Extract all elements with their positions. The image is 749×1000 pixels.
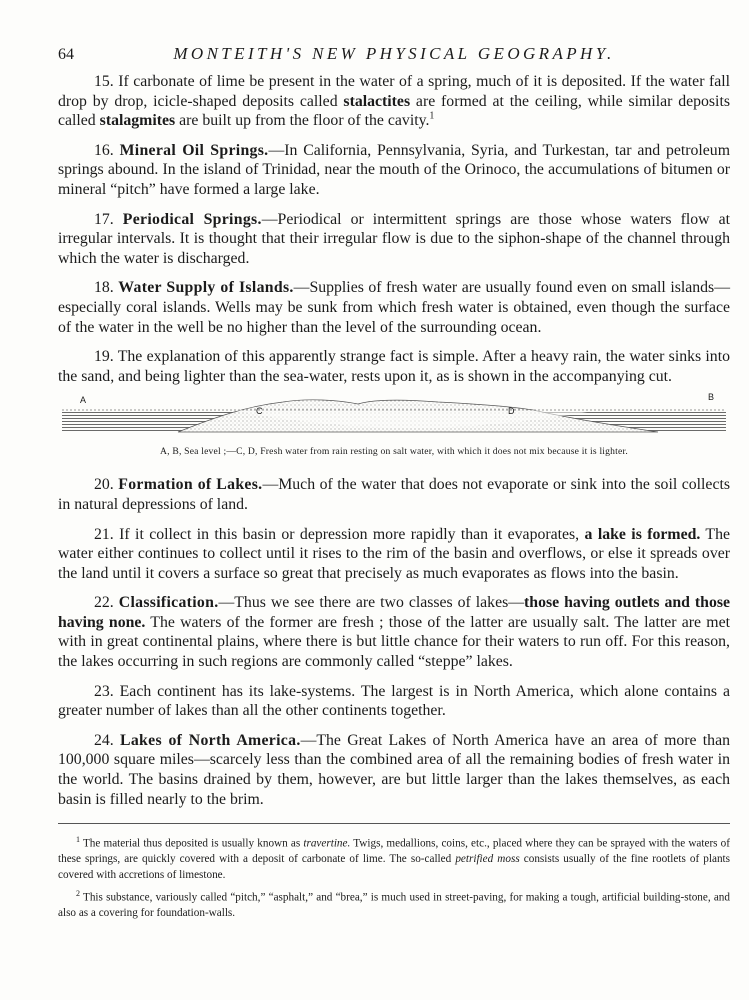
term-stalactites: stalactites: [343, 92, 411, 110]
section-heading: Lakes of North America.: [120, 731, 301, 749]
paragraph-text: If carbonate of lime be present in the water of a spring, much of it is deposited. If the water fall drop by drop, icicle-shaped deposits called: [58, 73, 730, 110]
footnote-2: [58, 886, 730, 922]
page-header: [58, 44, 730, 70]
footnote-mark: 1: [76, 835, 80, 845]
paragraph-text: —Periodical or intermittent springs are those whose waters flow at irregular intervals. It is thought that their irregular flow is due to the siphon-shape of the channel through which the water is discharged.: [58, 210, 730, 267]
term-lake-classes: those having outlets and those having none.: [58, 594, 731, 631]
section-heading: Classification.: [118, 594, 219, 612]
footnote-term: petrified moss: [455, 853, 520, 866]
label-b: B: [708, 392, 715, 403]
paragraph-text: —Thus we see there are two classes of lakes—: [218, 594, 525, 612]
page-number: 64: [58, 46, 74, 63]
section-heading: Mineral Oil Springs.: [119, 141, 269, 159]
footnote-term: travertine.: [303, 837, 351, 850]
label-a: A: [80, 395, 87, 406]
paragraph-number: 18.: [94, 279, 114, 297]
paragraph-24: [58, 731, 730, 809]
paragraph-text: —In California, Pennsylvania, Syria, and Turkestan, tar and petroleum springs abound. In the island of Trinidad, near the mouth of the Orinoco, the accumulations of bitumen or mineral “pitch” have formed a large lake.: [58, 141, 730, 198]
paragraph-23: [58, 682, 730, 721]
paragraph-text: are formed at the ceiling, while similar deposits called: [58, 92, 730, 130]
paragraph-number: 20.: [94, 476, 114, 494]
footnote-1: [58, 832, 730, 883]
section-heading: Periodical Springs.: [122, 210, 262, 228]
paragraph-16: [58, 141, 730, 200]
section-heading: Formation of Lakes.: [118, 476, 263, 494]
page: [58, 44, 730, 925]
label-d: D: [508, 406, 515, 417]
paragraph-number: 22.: [94, 594, 114, 612]
running-title: MONTEITH'S NEW PHYSICAL GEOGRAPHY.: [173, 44, 615, 63]
paragraph-21: [58, 525, 730, 584]
paragraph-20: [58, 475, 730, 514]
paragraph-number: 17.: [94, 210, 114, 228]
paragraph-15: [58, 72, 730, 131]
paragraph-number: 19.: [94, 348, 114, 366]
paragraph-text: Each continent has its lake-systems. The largest is in North America, which alone contains a greater number of lakes than all the other continents together.: [58, 682, 730, 720]
paragraph-number: 16.: [94, 141, 114, 159]
paragraph-text: The waters of the former are fresh ; those of the latter are usually salt. The latter are met with in great continental plains, where there is but little chance for their waters to run off. For this reason, the lakes occurring in such regions are commonly called “steppe” lakes.: [58, 613, 730, 671]
island-cross-section-illustration: [58, 396, 730, 442]
term-stalagmites: stalagmites: [99, 112, 176, 130]
paragraph-18: [58, 278, 730, 337]
section-heading: Water Supply of Islands.: [118, 279, 294, 297]
paragraph-text: are built up from the floor of the cavity.: [175, 112, 430, 130]
paragraph-text: If it collect in this basin or depression more rapidly than it evaporates,: [113, 525, 585, 543]
paragraph-number: 21.: [94, 525, 114, 543]
paragraph-17: [58, 210, 730, 269]
term-lake-formed: a lake is formed.: [584, 525, 701, 543]
paragraph-19: [58, 347, 730, 386]
footnote-mark: 2: [76, 889, 80, 899]
paragraph-text: The water either continues to collect until it rises to the rim of the basin and overflows, or else it spreads over the land until it covers a surface so great that precisely as much evaporates as flows into the basin.: [58, 525, 730, 582]
paragraph-number: 24.: [94, 731, 114, 749]
footnote-text: Twigs, medallions, coins, etc., placed where they can be sprayed with the waters of these springs, are quickly covered with a deposit of carbonate of lime. The so-called: [58, 837, 731, 866]
footnote-text: The material thus deposited is usually known as: [80, 837, 304, 850]
paragraph-text: —Much of the water that does not evaporate or sink into the soil collects in natural depressions of land.: [58, 476, 730, 513]
figure-caption: A, B, Sea level ;—C, D, Fresh water from rain resting on salt water, with which it does not mix because it is lighter.: [160, 446, 628, 458]
island-cross-section-figure: [58, 392, 730, 442]
footnote-text: consists usually of the fine rootlets of plants covered with accretions of limestone.: [58, 853, 731, 881]
paragraph-22: [58, 593, 730, 671]
paragraph-text: —The Great Lakes of North America have an area of more than 100,000 square miles—scarcely less than the combined area of all the remaining bodies of fresh water in the world. The basins drained by them, however, are but little larger than the lakes themselves, as each basin is filled nearly to the brim.: [58, 731, 730, 808]
paragraph-text: The explanation of this apparently strange fact is simple. After a heavy rain, the water sinks into the sand, and being lighter than the sea-water, rests upon it, as is shown in the accompanying cut.: [58, 348, 730, 385]
paragraph-number: 23.: [94, 682, 114, 700]
paragraph-text: —Supplies of fresh water are usually found even on small islands—especially coral islands. Wells may be sunk from which fresh water is obtained, even though the surface of the water in the well be no higher than the level of the surrounding ocean.: [58, 279, 730, 336]
footnote-ref[interactable]: 1: [429, 110, 435, 122]
footnote-divider: [58, 823, 730, 824]
paragraph-number: 15.: [94, 73, 114, 90]
footnote-text: This substance, variously called “pitch,” “asphalt,” and “brea,” is much used in street-paving, for making a tough, artificial building-stone, and also as a covering for foundation-walls.: [58, 891, 730, 920]
label-c: C: [256, 406, 263, 417]
